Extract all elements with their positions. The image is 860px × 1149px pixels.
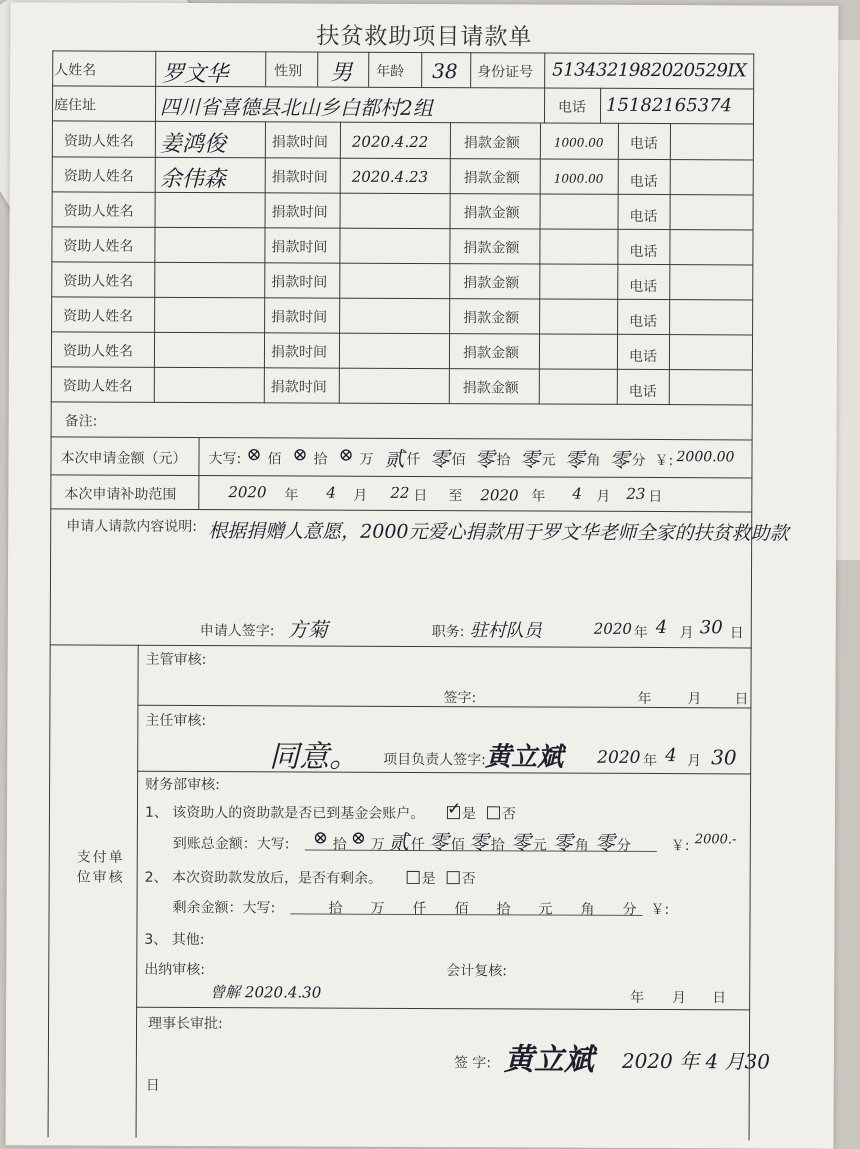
remaining-unit: 佰 xyxy=(454,901,469,918)
id-label: 身份证号 xyxy=(477,64,534,81)
chairman-signature: 黄立斌 xyxy=(503,1042,594,1078)
received-unit: 分 xyxy=(616,837,631,854)
row-line xyxy=(52,191,754,195)
col-line xyxy=(544,53,545,88)
received-unit: 拾 xyxy=(332,836,347,853)
received-digit: 零 xyxy=(428,830,449,855)
remaining-unit: 拾 xyxy=(328,900,343,917)
request-unit: 角 xyxy=(586,452,601,469)
donor-time-label: 捐款时间 xyxy=(271,134,328,151)
col-line xyxy=(600,88,601,123)
received-unit: 佰 xyxy=(450,837,465,854)
request-digit: ⊗ xyxy=(338,444,354,466)
director-opinion: 同意。 xyxy=(269,739,360,775)
remaining-label: 剩余金额：大写: xyxy=(172,899,276,917)
remaining-unit: 拾 xyxy=(496,901,511,918)
request-digit: 零 xyxy=(429,447,450,472)
received-label: 到账总金额：大写: xyxy=(172,835,290,853)
received-unit: 仟 xyxy=(410,836,425,854)
sign-month: 4 xyxy=(655,617,668,639)
donor-name-label: 资助人姓名 xyxy=(63,203,134,220)
range-year-unit: 年 xyxy=(531,488,546,505)
supervisor-label: 主管审核: xyxy=(145,651,207,669)
project-lead-signature: 黄立斌 xyxy=(485,742,564,773)
age-value: 38 xyxy=(432,59,458,84)
checkbox xyxy=(487,806,500,819)
received-yen-label: ￥: xyxy=(670,838,690,855)
row-line xyxy=(52,156,754,160)
chairman-date: 2020 年 4 月30 xyxy=(621,1048,771,1074)
donor-phone-label: 电话 xyxy=(629,278,658,296)
donor-phone-label: 电话 xyxy=(628,383,657,401)
finance-q2: 2、 本次资助款发放后，是否有剩余。 xyxy=(144,869,383,887)
project-lead-sign-label: 项目负责人签字: xyxy=(383,751,486,769)
donor-phone-label: 电话 xyxy=(629,243,658,261)
chairman-label: 理事长审批: xyxy=(148,1015,223,1033)
frame-right xyxy=(749,53,755,1140)
remarks-label: 备注: xyxy=(64,413,98,430)
checkbox-checked: ✓ xyxy=(446,799,462,820)
supervisor-day-unit: 日 xyxy=(734,691,749,708)
director-year: 2020 xyxy=(597,747,641,768)
donor-name-label: 资助人姓名 xyxy=(63,273,134,290)
payment-request-form xyxy=(6,2,839,1149)
row-line xyxy=(52,85,754,89)
received-unit: 万 xyxy=(370,836,385,853)
row-line xyxy=(50,474,752,478)
finance-q3: 3、 其他: xyxy=(144,931,205,949)
donor-amount: 1000.00 xyxy=(553,135,604,150)
id-number: 5134321982020529IX xyxy=(552,59,747,82)
finance-q1: 1、 该资助人的资助款是否已到基金会账户。 xyxy=(144,804,425,823)
description-label: 申请人请款内容说明: xyxy=(66,518,197,536)
remaining-unit: 万 xyxy=(370,900,385,917)
description-text: 根据捐赠人意愿，2000元爱心捐款用于罗文华老师全家的扶贫救助款 xyxy=(208,520,789,545)
range-start-day: 22 xyxy=(390,483,410,502)
received-unit: 拾 xyxy=(490,837,505,854)
finance-q2-yes[interactable]: 是 xyxy=(407,868,436,888)
donor-time-label: 捐款时间 xyxy=(271,274,328,291)
supervisor-month-unit: 月 xyxy=(687,691,702,708)
donor-phone-label: 电话 xyxy=(629,208,658,226)
range-end-month: 4 xyxy=(572,484,582,503)
received-unit: 角 xyxy=(574,837,589,854)
finance-q2-no[interactable]: 否 xyxy=(447,868,476,888)
request-daxie-label: 大写: xyxy=(208,451,242,468)
donor-name-label: 资助人姓名 xyxy=(63,238,134,255)
donor-amount-label: 捐款金额 xyxy=(463,205,520,222)
payment-unit-audit-label: 支付单位审核 xyxy=(76,849,125,886)
row-line xyxy=(50,508,752,512)
finance-q1-yes[interactable]: ✓ 是 xyxy=(446,799,476,823)
sign-day: 30 xyxy=(699,617,723,639)
donor-time-label: 捐款时间 xyxy=(271,239,328,256)
cashier-signature: 曾解 2020.4.30 xyxy=(210,983,322,1002)
received-digit: ⊗ xyxy=(312,827,328,849)
row-line xyxy=(51,261,753,265)
donor-time-label: 捐款时间 xyxy=(270,379,327,396)
col-line xyxy=(544,88,545,123)
donor-name-label: 资助人姓名 xyxy=(62,378,133,395)
received-digit: 零 xyxy=(552,830,573,855)
received-unit: 元 xyxy=(532,837,547,854)
donor-name-label: 资助人姓名 xyxy=(63,133,134,150)
remaining-unit: 元 xyxy=(538,901,553,918)
recheck-label: 会计复核: xyxy=(446,963,508,980)
donor-time-label: 捐款时间 xyxy=(271,169,328,186)
request-digit: ⊗ xyxy=(292,444,308,466)
donor-time-label: 捐款时间 xyxy=(271,204,328,221)
post-value: 驻村队员 xyxy=(469,620,542,642)
range-month-unit: 月 xyxy=(596,488,611,505)
request-unit: 万 xyxy=(359,451,374,468)
sign-year-unit: 年 xyxy=(633,624,648,641)
range-day-unit: 日 xyxy=(413,487,428,505)
request-digit: 贰 xyxy=(384,446,405,471)
row-line xyxy=(52,120,754,124)
applicant-name: 罗文华 xyxy=(162,61,229,88)
donor-amount-label: 捐款金额 xyxy=(463,275,520,292)
row-line xyxy=(136,1007,750,1011)
remaining-unit: 仟 xyxy=(412,900,427,918)
donor-time-label: 捐款时间 xyxy=(271,309,328,326)
checkbox xyxy=(407,871,420,884)
request-yen-amount: 2000.00 xyxy=(676,449,735,466)
range-end-year: 2020 xyxy=(480,486,519,505)
phone-label: 电话 xyxy=(558,99,587,116)
range-label: 本次申请补助范围 xyxy=(64,486,177,503)
request-digit: 零 xyxy=(609,447,630,472)
request-unit: 分 xyxy=(631,452,646,469)
remaining-unit: 角 xyxy=(580,901,595,918)
row-line xyxy=(50,644,752,648)
received-digit: 零 xyxy=(468,830,489,855)
post-label: 职务: xyxy=(431,624,465,641)
col-line xyxy=(470,52,471,87)
request-digit: ⊗ xyxy=(246,444,262,466)
donor-time: 2020.4.22 xyxy=(351,132,429,152)
remaining-yen-label: ￥: xyxy=(650,902,670,919)
range-year-unit: 年 xyxy=(284,487,299,504)
form-title: 扶贫救助项目请款单 xyxy=(316,23,533,51)
request-unit: 仟 xyxy=(406,451,421,468)
received-yen-amount: 2000.- xyxy=(694,832,737,848)
row-line xyxy=(51,436,753,440)
request-digit: 零 xyxy=(564,447,585,472)
director-month-unit: 月 xyxy=(687,753,702,770)
finance-q1-no[interactable]: 否 xyxy=(487,803,516,823)
request-unit: 佰 xyxy=(451,452,466,469)
donor-amount-label: 捐款金额 xyxy=(463,135,520,152)
donor-name-label: 资助人姓名 xyxy=(63,168,134,185)
sign-year: 2020 xyxy=(593,619,632,638)
request-unit: 拾 xyxy=(313,451,328,468)
range-to: 至 xyxy=(448,488,463,505)
row-line xyxy=(137,771,751,775)
remaining-unit: 分 xyxy=(622,901,637,918)
checkbox xyxy=(447,871,460,884)
frame-left xyxy=(48,50,54,1137)
donor-phone-label: 电话 xyxy=(629,173,658,191)
range-start-month: 4 xyxy=(326,483,336,502)
applicant-sign-label: 申请人签字: xyxy=(199,623,275,640)
donor-name: 余伟森 xyxy=(159,166,226,193)
donor-amount: 1000.00 xyxy=(553,171,604,186)
donor-amount-label: 捐款金额 xyxy=(463,170,520,187)
donor-amount-label: 捐款金额 xyxy=(463,310,520,327)
received-digit: 零 xyxy=(510,830,531,855)
col-line xyxy=(136,645,139,1138)
row-line xyxy=(51,296,753,300)
range-month-unit: 月 xyxy=(353,487,368,504)
donor-amount-label: 捐款金额 xyxy=(462,345,520,362)
col-line xyxy=(265,51,266,86)
donor-phone-label: 电话 xyxy=(628,348,657,366)
request-digit: 零 xyxy=(474,447,495,472)
col-line xyxy=(421,52,422,87)
received-digit: 贰 xyxy=(388,829,409,854)
cashier-label: 出纳审核: xyxy=(144,961,206,979)
request-yen-label: ￥: xyxy=(654,453,674,470)
supervisor-year-unit: 年 xyxy=(637,690,652,708)
range-start-year: 2020 xyxy=(228,483,267,502)
donor-amount-label: 捐款金额 xyxy=(463,240,520,257)
chairman-sign-label: 签 字: xyxy=(453,1055,492,1072)
col-line xyxy=(198,437,199,509)
applicant-signature: 方菊 xyxy=(287,617,328,642)
sign-day-unit: 日 xyxy=(729,625,744,642)
donor-name: 姜鸿俊 xyxy=(159,131,226,158)
supervisor-sign-label: 签字: xyxy=(443,690,477,707)
donor-name-label: 资助人姓名 xyxy=(62,343,134,360)
donor-phone-label: 电话 xyxy=(629,313,658,331)
sign-month-unit: 月 xyxy=(679,625,694,642)
director-year-unit: 年 xyxy=(643,752,658,770)
address-value: 四川省喜德县北山乡白都村2组 xyxy=(159,94,433,121)
donor-phone-label: 电话 xyxy=(629,135,658,153)
finance-day-unit: 日 xyxy=(712,990,727,1007)
received-digit: ⊗ xyxy=(350,827,366,849)
finance-month-unit: 月 xyxy=(672,990,687,1007)
received-digit: 零 xyxy=(594,830,615,855)
donor-amount-label: 捐款金额 xyxy=(462,380,519,397)
col-line xyxy=(317,52,318,87)
request-amount-label: 本次申请金额（元） xyxy=(60,450,187,467)
frame-top xyxy=(52,50,754,54)
row-line xyxy=(51,401,753,405)
request-digit: 零 xyxy=(519,447,540,472)
age-label: 年龄 xyxy=(376,63,405,80)
finance-label: 财务部审核: xyxy=(145,776,220,794)
director-label: 主任审核: xyxy=(145,712,207,730)
address-label: 庭住址 xyxy=(54,97,97,114)
director-month: 4 xyxy=(665,745,677,767)
donor-time-label: 捐款时间 xyxy=(270,344,328,361)
applicant-name-label: 人姓名 xyxy=(54,62,97,79)
row-line xyxy=(51,331,753,335)
range-end-day: 23 xyxy=(626,484,646,503)
range-day-unit: 日 xyxy=(648,488,663,506)
col-line xyxy=(368,52,369,87)
finance-year-unit: 年 xyxy=(630,989,645,1006)
gender-value: 男 xyxy=(330,60,353,86)
request-unit: 佰 xyxy=(267,451,282,468)
donor-time: 2020.4.23 xyxy=(351,167,429,187)
request-unit: 拾 xyxy=(496,452,511,469)
gender-label: 性别 xyxy=(274,63,303,80)
donor-name-label: 资助人姓名 xyxy=(63,308,134,325)
chairman-day-unit: 日 xyxy=(145,1077,160,1094)
phone-value: 15182165374 xyxy=(606,94,733,117)
request-unit: 元 xyxy=(541,452,556,469)
director-day: 30 xyxy=(711,745,737,770)
row-line xyxy=(51,366,753,370)
row-line xyxy=(52,226,754,230)
